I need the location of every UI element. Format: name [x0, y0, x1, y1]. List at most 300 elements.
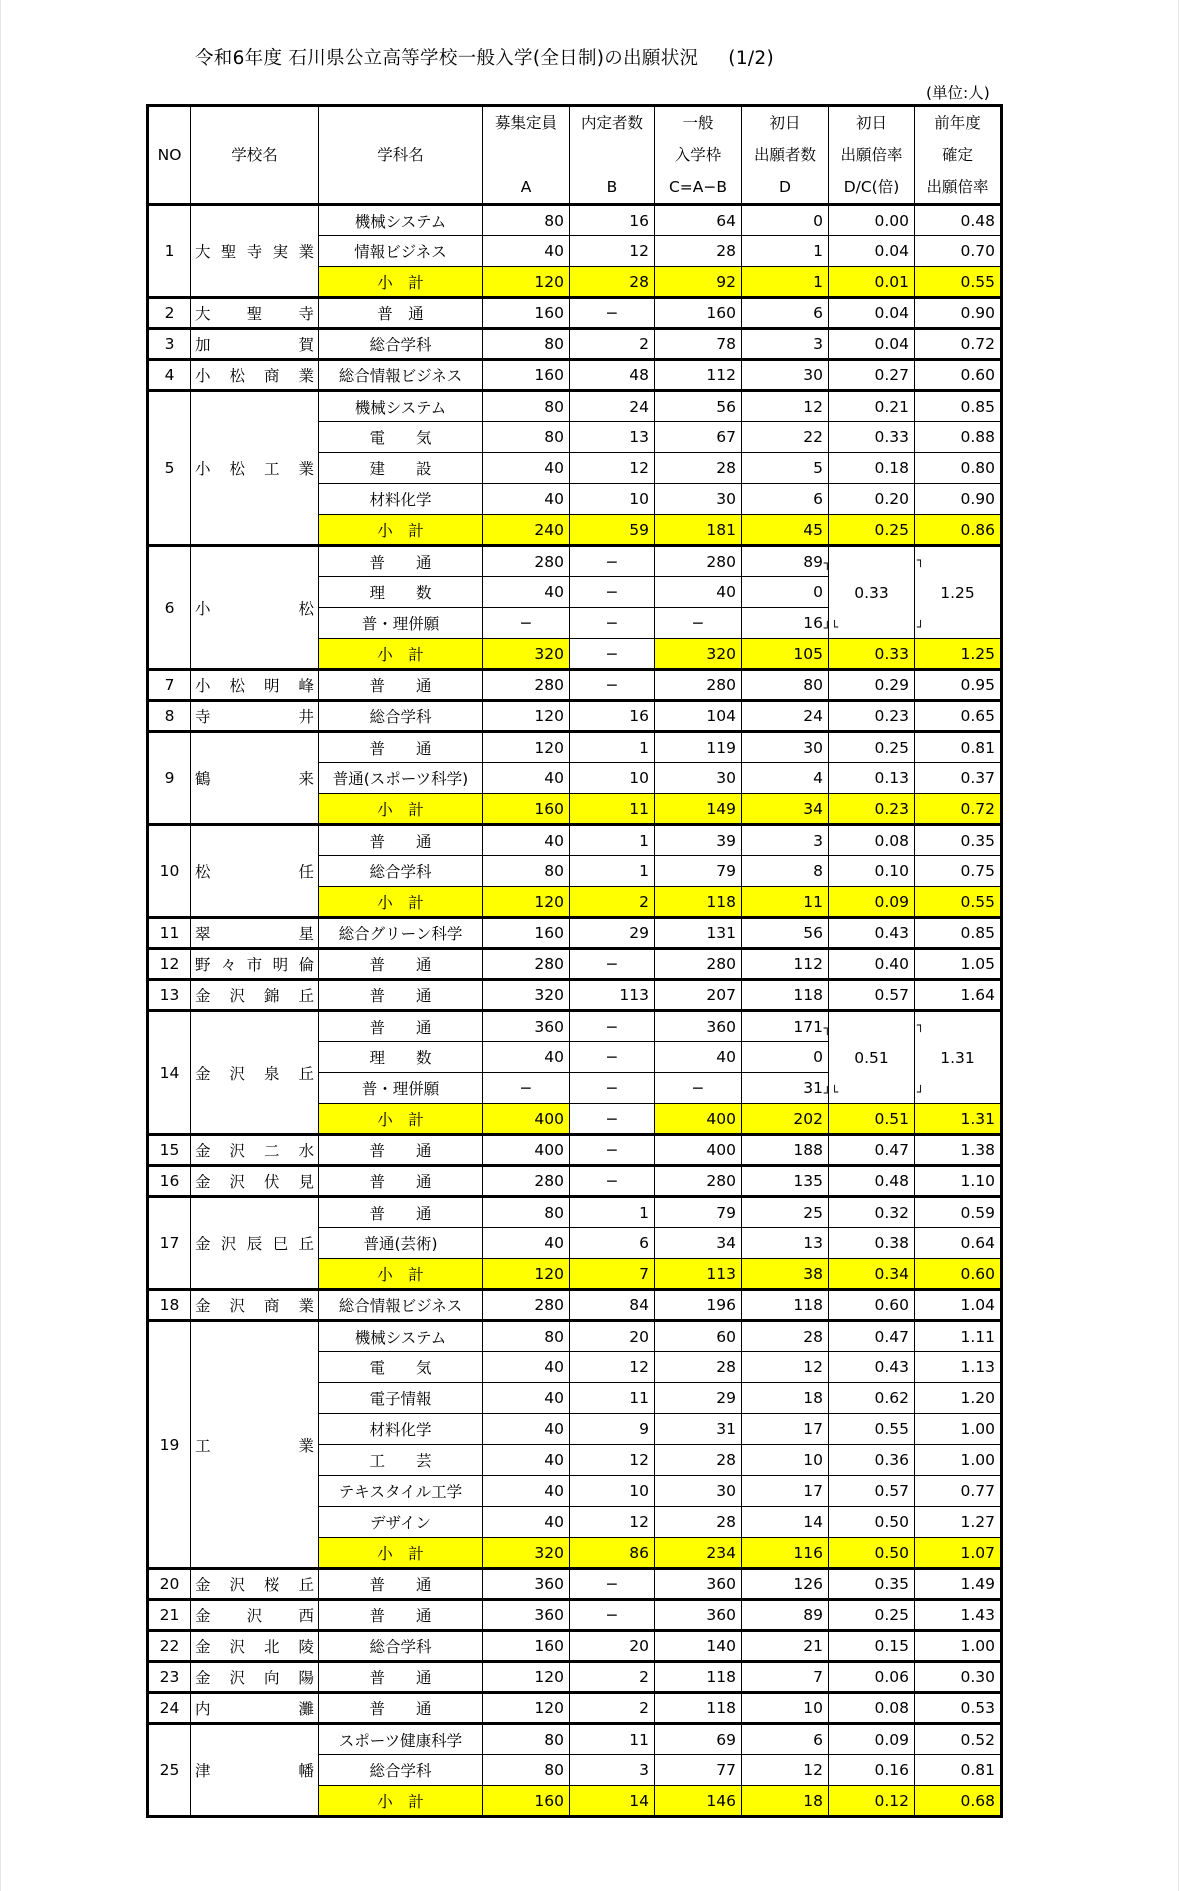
school-number: 11 [148, 918, 191, 949]
capacity-value: 80 [483, 391, 570, 422]
applicants-value: 3 [742, 329, 829, 360]
quota-value: 92 [655, 267, 742, 298]
quota-value: 28 [655, 1445, 742, 1476]
table-row [148, 949, 1002, 980]
merged-ratio-cell [829, 546, 915, 639]
department-name: 電 気 [319, 422, 483, 453]
quota-value: 280 [655, 546, 742, 577]
ratio-value: 0.55 [829, 1414, 915, 1445]
applicants-value: 12 [742, 391, 829, 422]
capacity-value: 80 [483, 329, 570, 360]
header-dept: 学科名 [319, 106, 483, 205]
table-row [148, 1135, 1002, 1166]
merged-prev-ratio-cell [915, 1011, 1002, 1104]
capacity-value: 40 [483, 1228, 570, 1259]
admitted-value: − [570, 1166, 655, 1197]
quota-value: 131 [655, 918, 742, 949]
capacity-value: 160 [483, 918, 570, 949]
school-group [148, 1135, 1002, 1166]
ratio-value: 0.09 [829, 887, 915, 918]
capacity-value: 160 [483, 1786, 570, 1817]
department-name: 総合情報ビジネス [319, 1290, 483, 1321]
quota-value: 118 [655, 887, 742, 918]
capacity-value: 400 [483, 1135, 570, 1166]
prev-ratio-value: 1.00 [915, 1414, 1002, 1445]
prev-ratio-value: 0.75 [915, 856, 1002, 887]
quota-value: 360 [655, 1569, 742, 1600]
department-name: 電子情報 [319, 1383, 483, 1414]
school-number: 14 [148, 1011, 191, 1135]
school-group [148, 329, 1002, 360]
school-number: 13 [148, 980, 191, 1011]
table-row [148, 825, 1002, 856]
applicants-value: 14 [742, 1507, 829, 1538]
school-number: 17 [148, 1197, 191, 1290]
prev-ratio-value: 0.90 [915, 484, 1002, 515]
department-name: 普 通 [319, 949, 483, 980]
ratio-value: 0.34 [829, 1259, 915, 1290]
applicants-value: 3 [742, 825, 829, 856]
department-name: 普 通 [319, 1197, 483, 1228]
applicants-value: 135 [742, 1166, 829, 1197]
quota-value: 160 [655, 298, 742, 329]
admitted-value: 12 [570, 1352, 655, 1383]
applicants-value: 56 [742, 918, 829, 949]
school-number: 2 [148, 298, 191, 329]
capacity-value: − [483, 1073, 570, 1104]
admitted-value: − [570, 1073, 655, 1104]
admitted-value: 59 [570, 515, 655, 546]
quota-value: 234 [655, 1538, 742, 1569]
admitted-value: 1 [570, 856, 655, 887]
applicants-value: 105 [742, 639, 829, 670]
prev-ratio-value: 0.81 [915, 1755, 1002, 1786]
applicants-value: 118 [742, 1290, 829, 1321]
table-header [148, 106, 1002, 205]
prev-ratio-value: 1.49 [915, 1569, 1002, 1600]
quota-value: − [655, 608, 742, 639]
ratio-value: 0.23 [829, 701, 915, 732]
school-group [148, 949, 1002, 980]
school-number: 20 [148, 1569, 191, 1600]
quota-value: 69 [655, 1724, 742, 1755]
header-first-day-applicants: 初日 出願者数 D [742, 106, 829, 205]
department-name: 情報ビジネス [319, 236, 483, 267]
capacity-value: 160 [483, 1631, 570, 1662]
applicants-value: 12 [742, 1352, 829, 1383]
department-name: 普 通 [319, 670, 483, 701]
merged-prev-ratio-cell [915, 546, 1002, 639]
ratio-value: 0.25 [829, 732, 915, 763]
capacity-value: 40 [483, 484, 570, 515]
prev-ratio-value: 0.68 [915, 1786, 1002, 1817]
merged-ratio-value: 0.51 [854, 1048, 889, 1067]
ratio-value: 0.48 [829, 1166, 915, 1197]
quota-value: 207 [655, 980, 742, 1011]
applicants-value: 21 [742, 1631, 829, 1662]
school-group [148, 980, 1002, 1011]
applicants-value: 6 [742, 1724, 829, 1755]
ratio-value: 0.33 [829, 422, 915, 453]
capacity-value: 120 [483, 887, 570, 918]
school-number: 7 [148, 670, 191, 701]
capacity-value: 280 [483, 546, 570, 577]
ratio-value: 0.25 [829, 1600, 915, 1631]
quota-value: 28 [655, 453, 742, 484]
admitted-value: 10 [570, 484, 655, 515]
capacity-value: 160 [483, 794, 570, 825]
ratio-value: 0.62 [829, 1383, 915, 1414]
ratio-value: 0.57 [829, 1476, 915, 1507]
admitted-value: 12 [570, 236, 655, 267]
admitted-value: − [570, 577, 655, 608]
applicants-value: 171 ┐ [742, 1011, 829, 1042]
ratio-value: 0.36 [829, 1445, 915, 1476]
applicants-value: 17 [742, 1476, 829, 1507]
merged-prev-ratio-value: 1.31 [940, 1048, 975, 1067]
ratio-value: 0.25 [829, 515, 915, 546]
applicants-value: 16 ┘ [742, 608, 829, 639]
admitted-value: 1 [570, 825, 655, 856]
quota-value: 280 [655, 949, 742, 980]
admitted-value: 2 [570, 1662, 655, 1693]
department-name: 普 通 [319, 1166, 483, 1197]
school-group [148, 701, 1002, 732]
applicants-value: 1 [742, 267, 829, 298]
applicants-value: 89 ┐ [742, 546, 829, 577]
school-name: 金沢北陵 [191, 1631, 319, 1662]
prev-ratio-value: 0.53 [915, 1693, 1002, 1724]
admitted-value: 84 [570, 1290, 655, 1321]
school-number: 18 [148, 1290, 191, 1321]
prev-ratio-value: 1.10 [915, 1166, 1002, 1197]
prev-ratio-value: 0.72 [915, 329, 1002, 360]
ratio-value: 0.29 [829, 670, 915, 701]
ratio-value: 0.00 [829, 205, 915, 236]
capacity-value: 280 [483, 670, 570, 701]
capacity-value: 320 [483, 1538, 570, 1569]
quota-value: 113 [655, 1259, 742, 1290]
school-group [148, 732, 1002, 825]
ratio-value: 0.38 [829, 1228, 915, 1259]
admitted-value: − [570, 1042, 655, 1073]
department-name: 普 通 [319, 298, 483, 329]
school-name: 金沢二水 [191, 1135, 319, 1166]
bracket-mark: └ [831, 620, 839, 634]
capacity-value: 80 [483, 205, 570, 236]
prev-ratio-value: 1.43 [915, 1600, 1002, 1631]
capacity-value: 40 [483, 1383, 570, 1414]
applicants-value: 12 [742, 1755, 829, 1786]
ratio-value: 0.04 [829, 236, 915, 267]
bracket-mark: ┐ [917, 1018, 925, 1032]
ratio-value: 0.50 [829, 1538, 915, 1569]
quota-value: 64 [655, 205, 742, 236]
school-name: 大聖寺 [191, 298, 319, 329]
table-row [148, 701, 1002, 732]
department-name: 電 気 [319, 1352, 483, 1383]
quota-value: 112 [655, 360, 742, 391]
school-name: 金沢泉丘 [191, 1011, 319, 1135]
applicants-value: 18 [742, 1383, 829, 1414]
admitted-value: 13 [570, 422, 655, 453]
quota-value: 149 [655, 794, 742, 825]
department-name: テキスタイル工学 [319, 1476, 483, 1507]
application-status-table [146, 104, 1003, 1818]
capacity-value: 80 [483, 1724, 570, 1755]
applicants-value: 80 [742, 670, 829, 701]
school-name: 津幡 [191, 1724, 319, 1817]
school-number: 8 [148, 701, 191, 732]
prev-ratio-value: 0.80 [915, 453, 1002, 484]
school-name: 金沢西 [191, 1600, 319, 1631]
quota-value: 56 [655, 391, 742, 422]
school-number: 4 [148, 360, 191, 391]
school-name: 工業 [191, 1321, 319, 1569]
applicants-value: 0 [742, 1042, 829, 1073]
school-group [148, 918, 1002, 949]
prev-ratio-value: 0.35 [915, 825, 1002, 856]
ratio-value: 0.04 [829, 298, 915, 329]
quota-value: 28 [655, 236, 742, 267]
school-number: 10 [148, 825, 191, 918]
department-name: 普 通 [319, 825, 483, 856]
prev-ratio-value: 1.00 [915, 1631, 1002, 1662]
quota-value: 29 [655, 1383, 742, 1414]
unit-label: (単位:人) [926, 84, 990, 102]
capacity-value: 280 [483, 949, 570, 980]
capacity-value: 40 [483, 1445, 570, 1476]
admitted-value: 12 [570, 1445, 655, 1476]
school-number: 1 [148, 205, 191, 298]
header-school: 学校名 [191, 106, 319, 205]
admitted-value: 2 [570, 887, 655, 918]
capacity-value: 40 [483, 453, 570, 484]
department-name: 普 通 [319, 1600, 483, 1631]
admitted-value: 20 [570, 1321, 655, 1352]
admitted-value: 24 [570, 391, 655, 422]
prev-ratio-value: 0.86 [915, 515, 1002, 546]
table-row [148, 1166, 1002, 1197]
capacity-value: 320 [483, 980, 570, 1011]
admitted-value: 14 [570, 1786, 655, 1817]
school-name: 小松商業 [191, 360, 319, 391]
ratio-value: 0.51 [829, 1104, 915, 1135]
prev-ratio-value: 0.77 [915, 1476, 1002, 1507]
table-row [148, 1290, 1002, 1321]
ratio-value: 0.27 [829, 360, 915, 391]
capacity-value: 120 [483, 1662, 570, 1693]
bracket-mark: ┘ [917, 1085, 925, 1099]
school-group [148, 1693, 1002, 1724]
applicants-value: 24 [742, 701, 829, 732]
prev-ratio-value: 0.48 [915, 205, 1002, 236]
admitted-value: 20 [570, 1631, 655, 1662]
merged-ratio-value: 0.33 [854, 583, 889, 602]
admitted-value: 11 [570, 794, 655, 825]
ratio-value: 0.10 [829, 856, 915, 887]
quota-value: 118 [655, 1662, 742, 1693]
header-prev-year-ratio: 前年度 確定 出願倍率 [915, 106, 1002, 205]
school-name: 加賀 [191, 329, 319, 360]
applicants-value: 126 [742, 1569, 829, 1600]
table-row [148, 1631, 1002, 1662]
capacity-value: 40 [483, 763, 570, 794]
department-name: 建 設 [319, 453, 483, 484]
bracket-mark: └ [831, 1085, 839, 1099]
school-number: 3 [148, 329, 191, 360]
department-name: 工 芸 [319, 1445, 483, 1476]
prev-ratio-value: 0.64 [915, 1228, 1002, 1259]
prev-ratio-value: 0.59 [915, 1197, 1002, 1228]
quota-value: 400 [655, 1104, 742, 1135]
subtotal-label: 小 計 [319, 1538, 483, 1569]
ratio-value: 0.08 [829, 825, 915, 856]
school-name: 金沢桜丘 [191, 1569, 319, 1600]
prev-ratio-value: 0.60 [915, 1259, 1002, 1290]
ratio-value: 0.01 [829, 267, 915, 298]
quota-value: 119 [655, 732, 742, 763]
capacity-value: 120 [483, 267, 570, 298]
school-number: 15 [148, 1135, 191, 1166]
ratio-value: 0.21 [829, 391, 915, 422]
applicants-value: 30 [742, 360, 829, 391]
subtotal-label: 小 計 [319, 887, 483, 918]
capacity-value: 160 [483, 360, 570, 391]
prev-ratio-value: 1.25 [915, 639, 1002, 670]
school-group [148, 1569, 1002, 1600]
admitted-value: 9 [570, 1414, 655, 1445]
school-name: 小松明峰 [191, 670, 319, 701]
capacity-value: 320 [483, 639, 570, 670]
prev-ratio-value: 0.37 [915, 763, 1002, 794]
school-name: 金沢伏見 [191, 1166, 319, 1197]
capacity-value: 400 [483, 1104, 570, 1135]
page-left-edge [0, 0, 1, 1891]
admitted-value: 29 [570, 918, 655, 949]
department-name: 普通(芸術) [319, 1228, 483, 1259]
table-row [148, 205, 1002, 236]
school-group [148, 1011, 1002, 1135]
department-name: 材料化学 [319, 1414, 483, 1445]
document-title [195, 44, 774, 70]
capacity-value: 40 [483, 236, 570, 267]
merged-prev-ratio-value: 1.25 [940, 583, 975, 602]
subtotal-label: 小 計 [319, 794, 483, 825]
department-name: 普・理併願 [319, 608, 483, 639]
prev-ratio-value: 1.11 [915, 1321, 1002, 1352]
department-name: 機械システム [319, 1321, 483, 1352]
school-name: 松任 [191, 825, 319, 918]
applicants-value: 34 [742, 794, 829, 825]
table-row [148, 918, 1002, 949]
capacity-value: 80 [483, 1755, 570, 1786]
admitted-value: 16 [570, 701, 655, 732]
applicants-value: 4 [742, 763, 829, 794]
table-row [148, 360, 1002, 391]
department-name: 普・理併願 [319, 1073, 483, 1104]
school-name: 翠星 [191, 918, 319, 949]
applicants-value: 116 [742, 1538, 829, 1569]
school-group [148, 1600, 1002, 1631]
prev-ratio-value: 1.20 [915, 1383, 1002, 1414]
ratio-value: 0.40 [829, 949, 915, 980]
applicants-value: 17 [742, 1414, 829, 1445]
school-group [148, 1166, 1002, 1197]
admitted-value: − [570, 1600, 655, 1631]
applicants-value: 0 [742, 577, 829, 608]
school-number: 19 [148, 1321, 191, 1569]
table-row [148, 670, 1002, 701]
admitted-value: 10 [570, 763, 655, 794]
applicants-value: 6 [742, 484, 829, 515]
admitted-value: 7 [570, 1259, 655, 1290]
applicants-value: 89 [742, 1600, 829, 1631]
department-name: 普 通 [319, 1662, 483, 1693]
applicants-value: 11 [742, 887, 829, 918]
applicants-value: 30 [742, 732, 829, 763]
applicants-value: 6 [742, 298, 829, 329]
admitted-value: 28 [570, 267, 655, 298]
admitted-value: 86 [570, 1538, 655, 1569]
quota-value: 30 [655, 763, 742, 794]
school-group [148, 391, 1002, 546]
school-name: 金沢商業 [191, 1290, 319, 1321]
school-number: 5 [148, 391, 191, 546]
prev-ratio-value: 1.64 [915, 980, 1002, 1011]
quota-value: 28 [655, 1352, 742, 1383]
applicants-value: 5 [742, 453, 829, 484]
title-text: 令和6年度 石川県公立高等学校一般入学(全日制)の出願状況 [195, 48, 699, 69]
school-name: 小松 [191, 546, 319, 670]
quota-value: 104 [655, 701, 742, 732]
capacity-value: − [483, 608, 570, 639]
department-name: 普 通 [319, 980, 483, 1011]
ratio-value: 0.12 [829, 1786, 915, 1817]
prev-ratio-value: 1.38 [915, 1135, 1002, 1166]
table-row [148, 1197, 1002, 1228]
admitted-value: 3 [570, 1755, 655, 1786]
capacity-value: 40 [483, 1507, 570, 1538]
admitted-value: 1 [570, 732, 655, 763]
applicants-value: 13 [742, 1228, 829, 1259]
prev-ratio-value: 0.81 [915, 732, 1002, 763]
table-row [148, 1693, 1002, 1724]
school-group [148, 1197, 1002, 1290]
applicants-value: 25 [742, 1197, 829, 1228]
subtotal-label: 小 計 [319, 267, 483, 298]
quota-value: 28 [655, 1507, 742, 1538]
school-number: 24 [148, 1693, 191, 1724]
table-row [148, 1662, 1002, 1693]
quota-value: 78 [655, 329, 742, 360]
capacity-value: 40 [483, 1352, 570, 1383]
ratio-value: 0.16 [829, 1755, 915, 1786]
quota-value: 118 [655, 1693, 742, 1724]
school-number: 23 [148, 1662, 191, 1693]
admitted-value: − [570, 1104, 655, 1135]
ratio-value: 0.15 [829, 1631, 915, 1662]
subtotal-label: 小 計 [319, 515, 483, 546]
bracket-mark: ┘ [823, 1086, 831, 1100]
quota-value: 360 [655, 1600, 742, 1631]
subtotal-label: 小 計 [319, 1104, 483, 1135]
department-name: 普 通 [319, 546, 483, 577]
school-group [148, 1724, 1002, 1817]
quota-value: 31 [655, 1414, 742, 1445]
capacity-value: 360 [483, 1569, 570, 1600]
ratio-value: 0.06 [829, 1662, 915, 1693]
